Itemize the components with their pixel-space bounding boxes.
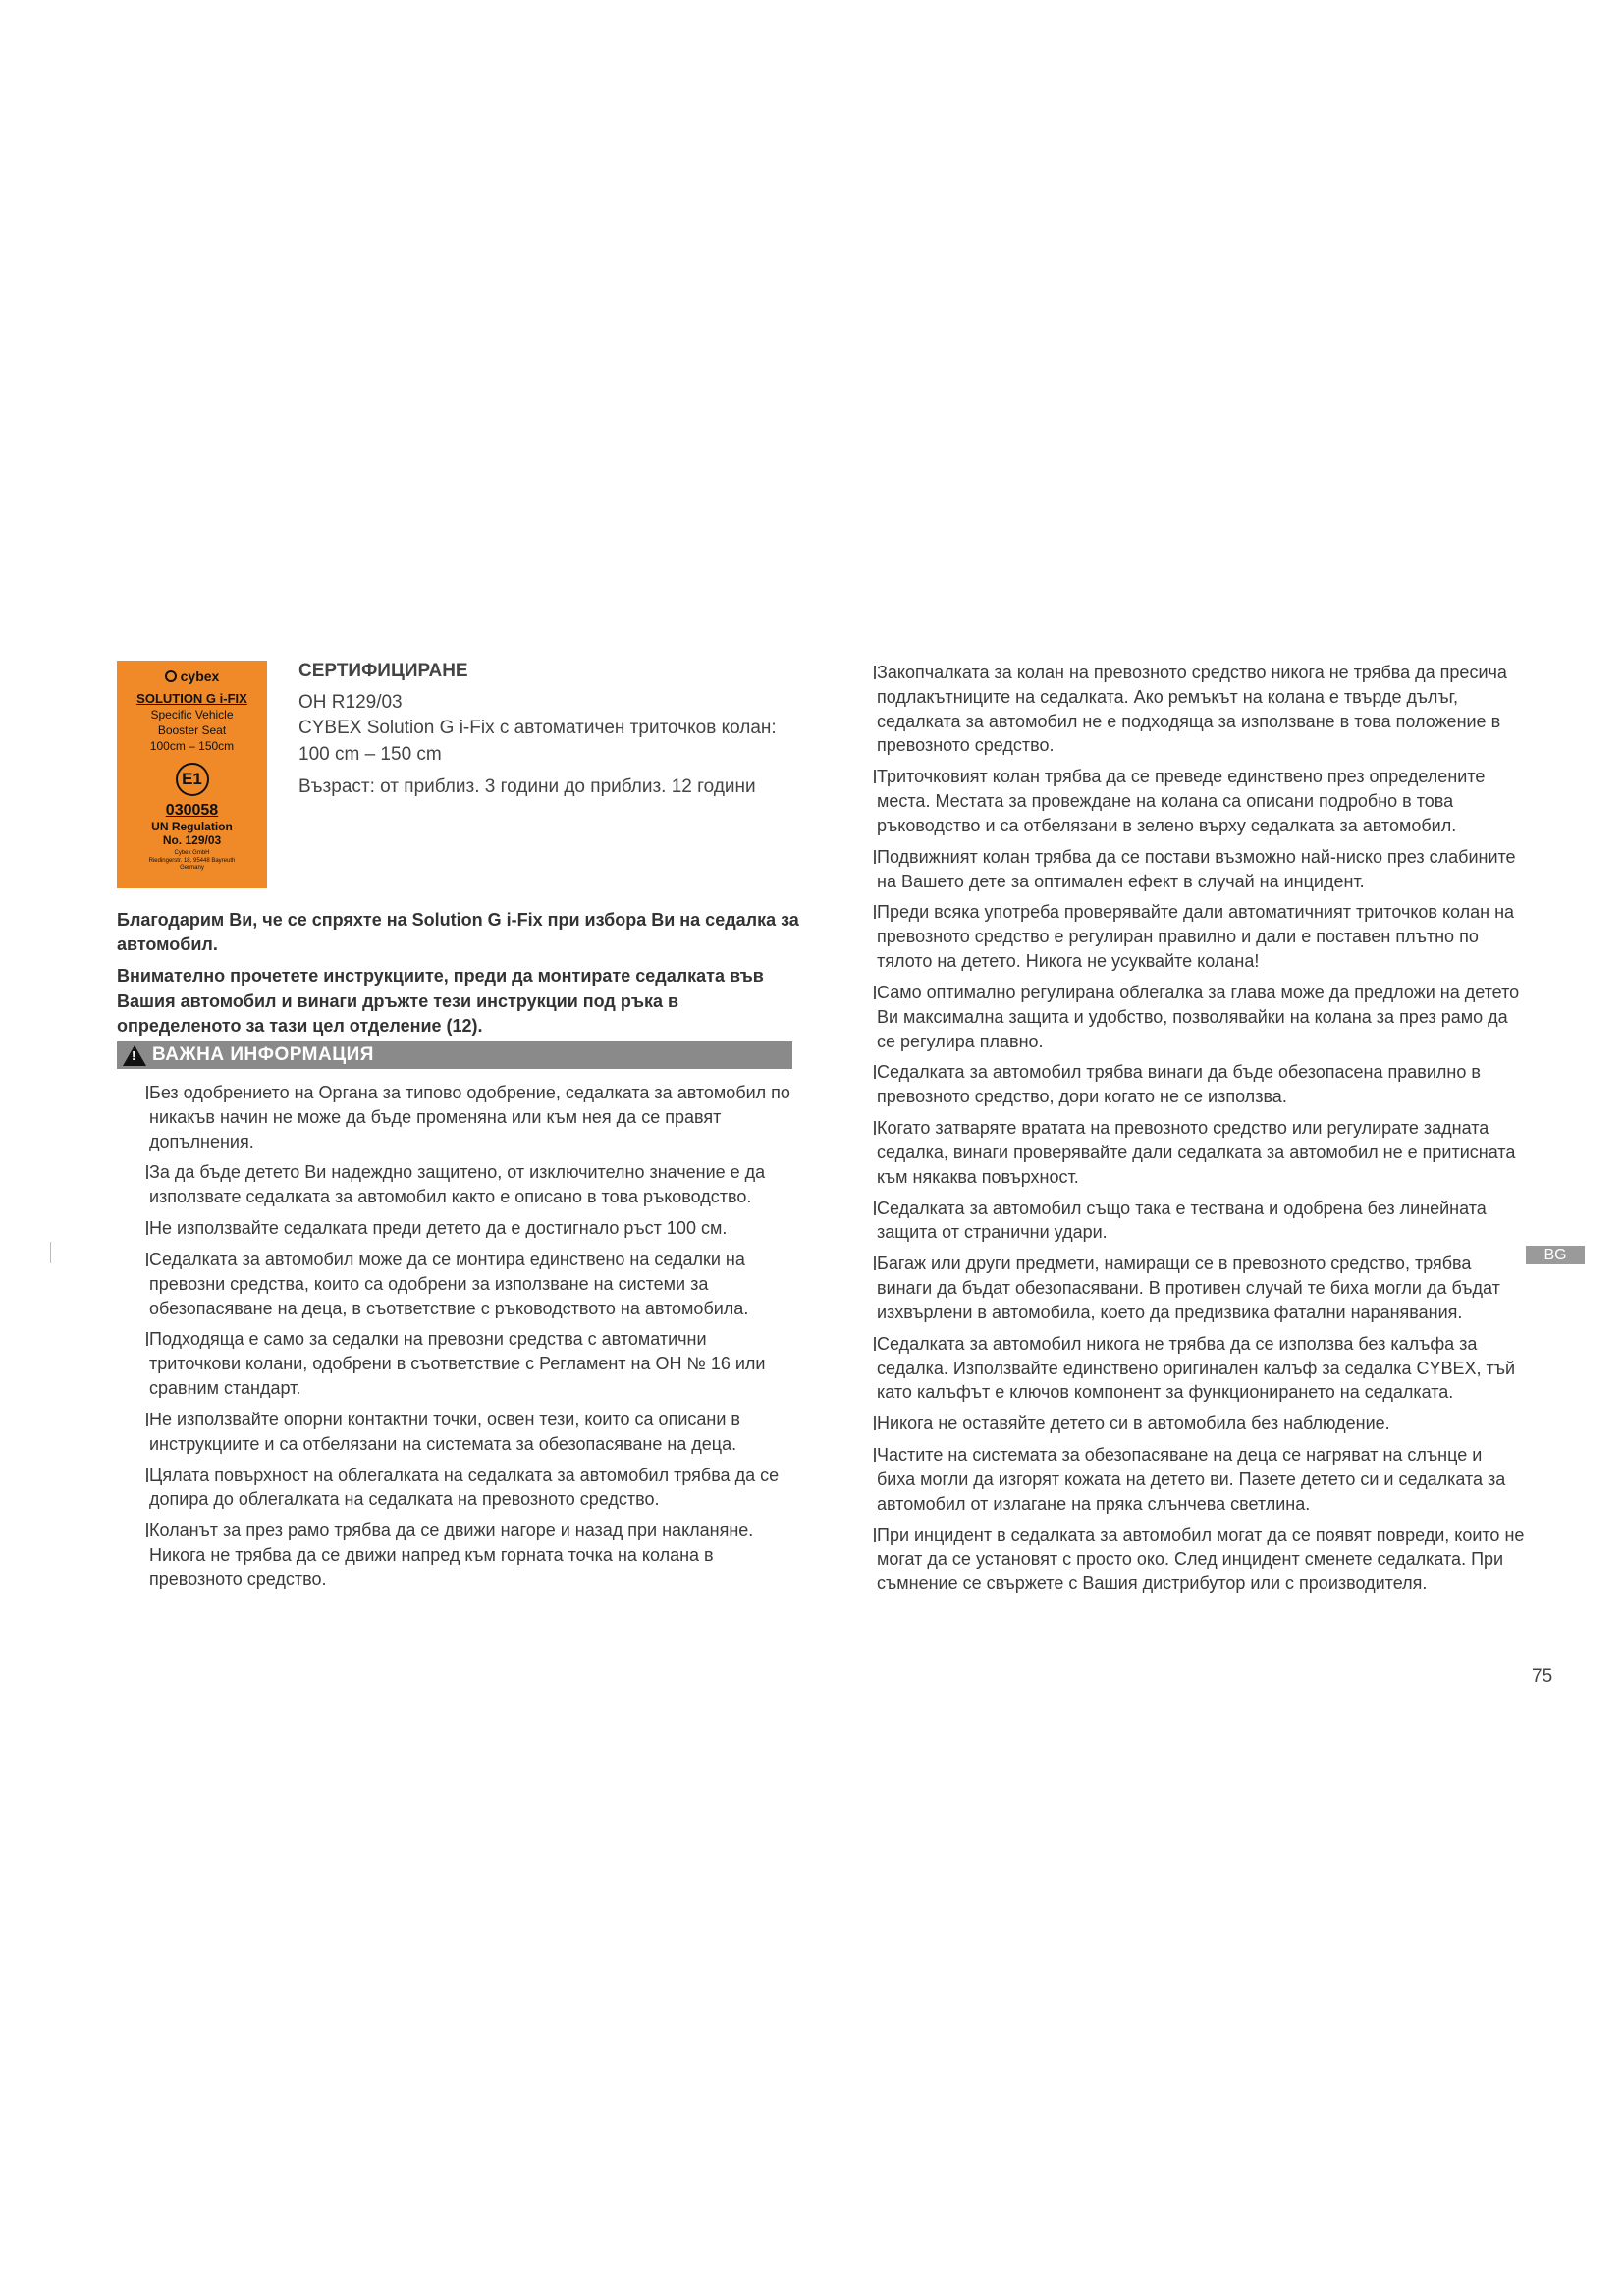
cert-height: 100 cm – 150 cm — [298, 743, 442, 765]
list-item: Не използвайте седалката преди детето да е достигнало ръст 100 см. — [149, 1216, 797, 1241]
page-number: 75 — [1532, 1666, 1553, 1686]
list-item: Коланът за през рамо трябва да се движи нагоре и назад при накланяне. Никога не трябва да се движи напред към горната точка на колана в превозното средство. — [149, 1519, 797, 1591]
list-item: При инцидент в седалката за автомобил могат да се появят повреди, които не могат да се установят с просто око. След инцидент сменете седалката. При съмнение се свържете с Вашия дистрибутор или с производителя. — [877, 1523, 1525, 1596]
list-item: Когато затваряте вратата на превозното средство или регулирате задната седалка, винаги проверявайте дали седалката за автомобил не е притисната към някаква повърхност. — [877, 1116, 1525, 1189]
list-item: Седалката за автомобил също така е тествана и одобрена без линейната защита от странични удари. — [877, 1197, 1525, 1246]
warning-title: ВАЖНА ИНФОРМАЦИЯ — [152, 1044, 374, 1065]
list-item: За да бъде детето Ви надеждно защитено, от изключително значение е да използвате седалката за автомобил както е описано в това ръководство. — [149, 1160, 797, 1209]
list-item: Седалката за автомобил може да се монтира единствено на седалки на превозни средства, които са одобрени за използване на системи за обезопасяване на деца, в съответствие с ръководството на автомобила. — [149, 1248, 797, 1320]
list-item: Само оптимално регулирана облегалка за глава може да предложи на детето Ви максимална защита и удобство, позволявайки на колана за през рамо да се регулира плавно. — [877, 981, 1525, 1053]
label-brand-text: cybex — [180, 668, 220, 684]
intro-thanks: Благодарим Ви, че се спряхте на Solution G i-Fix при избора Ви на седалка за автомобил. — [117, 910, 799, 955]
label-brand — [117, 668, 267, 684]
label-line1: Specific Vehicle — [150, 708, 234, 722]
list-item: Седалката за автомобил трябва винаги да бъде обезопасена правилно в превозното средство, дори когато не се използва. — [877, 1060, 1525, 1109]
list-item: Цялата повърхност на облегалката на седалката за автомобил трябва да се допира до облегалката на седалката на превозното средство. — [149, 1464, 797, 1513]
label-model: SOLUTION G i-FIX — [136, 691, 247, 707]
emark-icon: E1 — [176, 763, 209, 796]
label-line3: 100cm – 150cm — [149, 738, 235, 753]
label-tiny3: Germany — [180, 865, 204, 872]
language-tab: BG — [1526, 1246, 1585, 1264]
list-item: Подходяща е само за седалки на превозни средства с автоматични триточкови колани, одобрени в съответствие с Регламент на ОН № 16 или сравним стандарт. — [149, 1327, 797, 1400]
margin-mark — [50, 1242, 51, 1263]
list-item: Закопчалката за колан на превозното средство никога не трябва да пресича подлакътниците на седалката. Ако ремъкът на колана е твърде дълъг, седалката за автомобил не е подходяща за използване в това положение в превозното средство. — [877, 661, 1525, 758]
label-tiny2: Riedingerstr. 18, 95448 Bayreuth — [148, 857, 236, 864]
cert-product: CYBEX Solution G i-Fix с автоматичен триточков колан: — [298, 718, 777, 739]
cert-heading: СЕРТИФИЦИРАНЕ — [298, 661, 468, 681]
list-item: Преди всяка употреба проверявайте дали автоматичният триточков колан на превозното средство е регулиран правилно и дали е поставен плътно по тялото на детето. Никога не усуквайте колана! — [877, 900, 1525, 973]
label-tiny1: Cybex GmbH — [174, 850, 210, 857]
list-item: Седалката за автомобил никога не трябва да се използва без калъфа за седалка. Използвайте единствено оригинален калъф за седалка CYBEX, тъй като калъфът е ключов компонент за функционирането на седалката. — [877, 1332, 1525, 1405]
label-approval-number: 030058 — [165, 802, 219, 820]
cert-age: Възраст: от приблиз. 3 години до приблиз. 12 години — [298, 775, 756, 797]
left-instructions-list — [149, 1081, 797, 1599]
cert-standard: ОН R129/03 — [298, 692, 403, 714]
list-item: Частите на системата за обезопасяване на деца се нагряват на слънце и биха могли да изгорят кожата на детето ви. Пазете детето си и седалката за автомобил от излагане на пряка слънчева светлина. — [877, 1443, 1525, 1516]
label-line2: Booster Seat — [157, 722, 227, 737]
list-item: Триточковият колан трябва да се преведе единствено през определените места. Местата за провеждане на колана са описани подробно в това ръководство и са отбелязани в зелено върху седалката за автомобил. — [877, 765, 1525, 837]
intro — [117, 908, 804, 1045]
list-item: Не използвайте опорни контактни точки, освен тези, които са описани в инструкциите и са отбелязани на системата за обезопасяване на деца. — [149, 1408, 797, 1457]
label-regulation: UN Regulation — [151, 819, 233, 833]
right-instructions-list — [877, 661, 1525, 1603]
certification-label — [117, 661, 267, 888]
label-manufacturer — [117, 850, 267, 873]
intro-read: Внимателно прочетете инструкциите, преди да монтирате седалката във Вашия автомобил и винаги дръжте тези инструкции под ръка в определеното за тази цел отделение (12). — [117, 966, 764, 1036]
list-item: Багаж или други предмети, намиращи се в превозното средство, трябва винаги да бъдат обезопасявани. В противен случай те биха могли да бъдат изхвърлени в автомобила, което да предизвика фатални наранявания. — [877, 1252, 1525, 1324]
list-item: Подвижният колан трябва да се постави възможно най-ниско през слабините на Вашето дете за оптимален ефект в случай на инцидент. — [877, 845, 1525, 894]
list-item: Без одобрението на Органа за типово одобрение, седалката за автомобил по никакъв начин не може да бъде променяна или към нея да се правят допълнения. — [149, 1081, 797, 1153]
label-regulation-number: No. 129/03 — [162, 832, 222, 847]
cybex-logo-icon — [165, 670, 177, 682]
warning-icon: ! — [123, 1045, 146, 1066]
list-item: Никога не оставяйте детето си в автомобила без наблюдение. — [877, 1412, 1525, 1436]
certification-block — [298, 659, 809, 800]
warning-header — [117, 1041, 792, 1069]
